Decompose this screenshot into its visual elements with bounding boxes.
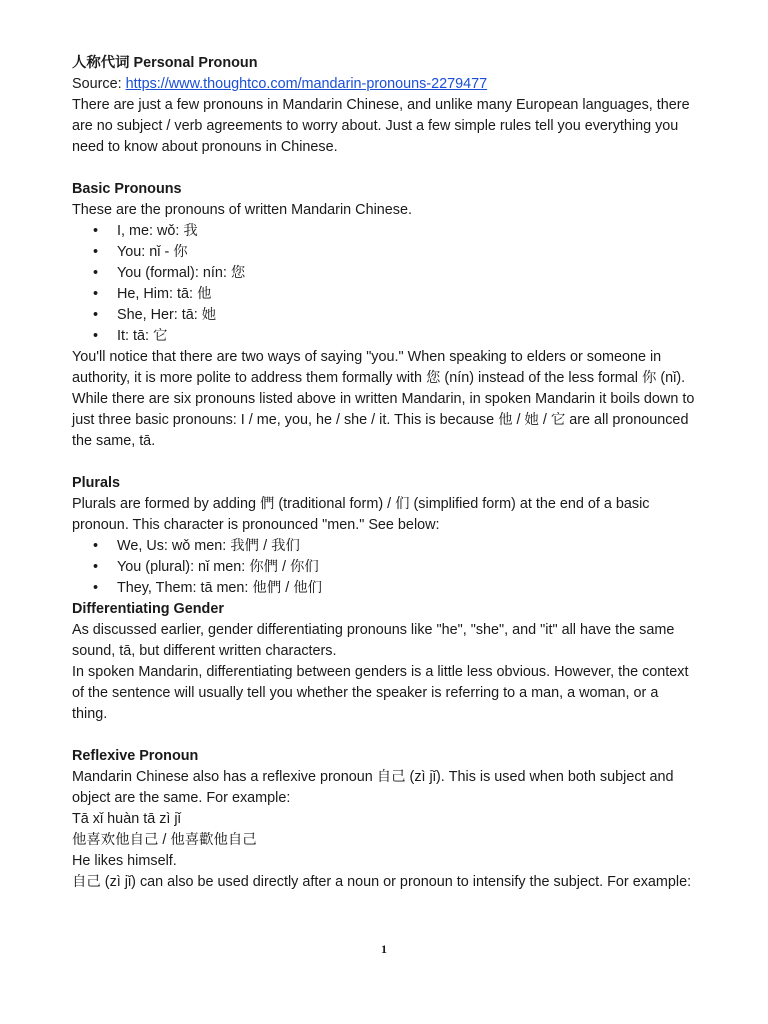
bullet-icon: • [93,265,99,281]
page-number: 1 [381,942,387,956]
basic-pronouns-lead: These are the pronouns of written Mandarin Chinese. [72,202,412,218]
list-item: • It: tā: 它 [72,326,696,347]
gender-paragraph-2: In spoken Mandarin, differentiating between genders is a little less obvious. However, the context of the sentence will usually tell you whether the speaker is referring to a man, a woman, or a thing. [72,664,689,722]
plurals-heading: Plurals [72,475,120,491]
bullet-icon: • [93,580,99,596]
formal-you-paragraph: You'll notice that there are two ways of saying "you." When speaking to elders or someone in authority, it is more polite to address them formally with 您 (nín) instead of the less formal 你 (nǐ). [72,349,686,386]
source-link[interactable]: https://www.thoughtco.com/mandarin-pronouns-2279477 [125,76,488,92]
bullet-icon: • [93,307,99,323]
source-label: Source: [72,76,126,92]
document-title: 人称代词 Personal Pronoun [72,55,258,71]
reflexive-paragraph-1: Mandarin Chinese also has a reflexive pronoun 自己 (zì jǐ). This is used when both subject and object are the same. For example: [72,769,674,806]
reflexive-heading: Reflexive Pronoun [72,748,199,764]
reflexive-example-translation: He likes himself. [72,853,177,869]
basic-pronouns-heading: Basic Pronouns [72,181,182,197]
bullet-icon: • [93,286,99,302]
source-line [72,74,696,95]
list-item: • He, Him: tā: 他 [72,284,696,305]
list-item: • You: nǐ - 你 [72,242,696,263]
reflexive-paragraph-2: 自己 (zì jǐ) can also be used directly after a noun or pronoun to intensify the subject. For example: [72,874,692,890]
document-page [72,53,696,893]
basic-pronouns-list [72,221,696,347]
bullet-icon: • [93,538,99,554]
reflexive-example-hanzi: 他喜欢他自己 / 他喜歡他自己 [72,832,257,848]
plurals-lead: Plurals are formed by adding 們 (traditional form) / 们 (simplified form) at the end of a basic pronoun. This character is pronounced "men." See below: [72,496,650,533]
gender-heading: Differentiating Gender [72,601,224,617]
list-item: • They, Them: tā men: 他們 / 他们 [72,578,696,599]
list-item: • She, Her: tā: 她 [72,305,696,326]
list-item: • You (plural): nǐ men: 你們 / 你们 [72,557,696,578]
intro-paragraph: There are just a few pronouns in Mandarin Chinese, and unlike many European languages, there are no subject / verb agreements to worry about. Just a few simple rules tell you everything you need to know about pronouns in Chinese. [72,97,690,155]
list-item: • We, Us: wǒ men: 我們 / 我们 [72,536,696,557]
bullet-icon: • [93,244,99,260]
list-item: • You (formal): nín: 您 [72,263,696,284]
bullet-icon: • [93,328,99,344]
bullet-icon: • [93,559,99,575]
gender-paragraph-1: As discussed earlier, gender differentiating pronouns like "he", "she", and "it" all have the same sound, tā, but different written characters. [72,622,675,659]
list-item: • I, me: wǒ: 我 [72,221,696,242]
plurals-list [72,536,696,599]
spoken-pronouns-paragraph: While there are six pronouns listed above in written Mandarin, in spoken Mandarin it boils down to just three basic pronouns: I / me, you, he / she / it. This is because 他 / 她 / 它 are all pronounced the same, tā. [72,391,695,449]
reflexive-example-pinyin: Tā xǐ huàn tā zì jǐ [72,811,181,827]
bullet-icon: • [93,223,99,239]
